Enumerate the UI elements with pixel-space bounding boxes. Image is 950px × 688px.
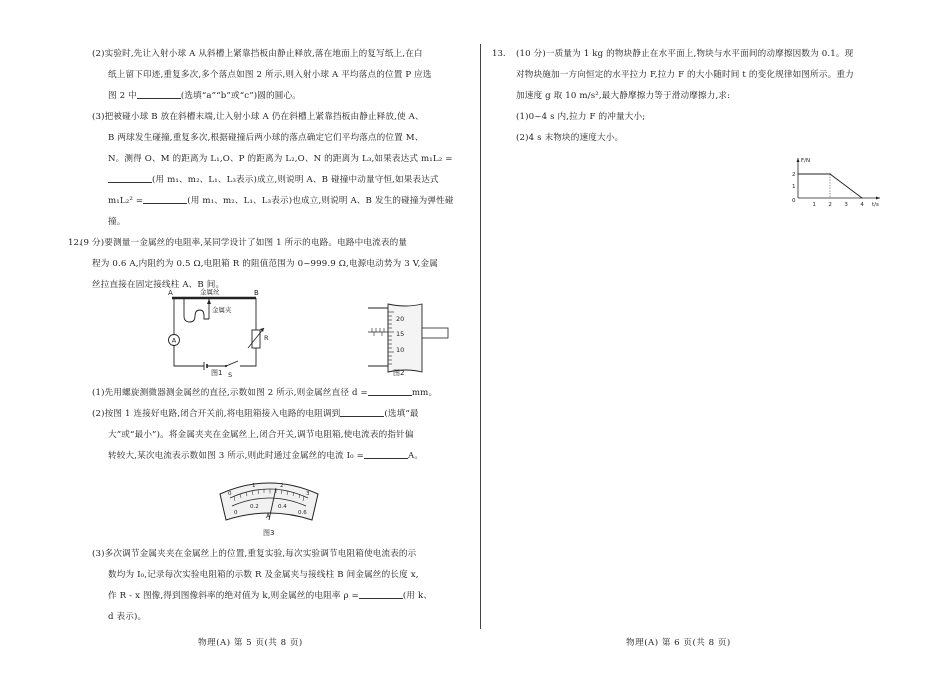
q13-line1: (10 分)一质量为 1 kg 的物块静止在水平面上,物块与水平面间的动摩擦因数为 0.1。现 <box>516 49 854 59</box>
answer-blank[interactable] <box>108 172 152 183</box>
x-tick-label-1: 1 <box>812 202 816 208</box>
label-a: A <box>168 289 173 297</box>
q11-2-line2: 纸上留下印迹,重复多次,多个落点如图 2 所示,则入射小球 A 平均落点的位置 P 应选 <box>108 70 432 80</box>
y-tick-label-1: 1 <box>792 184 796 190</box>
figure-2-micrometer <box>366 302 451 374</box>
switch-label: S <box>228 371 233 379</box>
ammeter-label: A <box>171 336 177 345</box>
micrometer-tick-20: 20 <box>396 315 405 323</box>
answer-blank[interactable] <box>368 385 412 396</box>
q13-sub2: (2)4 s 末物块的速度大小。 <box>516 133 624 143</box>
column-divider <box>480 44 481 629</box>
q12-line2: 程为 0.6 A,内阻约为 0.5 Ω,电阻箱 R 的阻值范围为 0~999.9 Ω,电源电动势为 3 V,金属 <box>92 259 439 269</box>
question-number: 12. <box>68 238 82 248</box>
force-time-graph <box>784 152 884 214</box>
q12-line1: (9 分)要测量一金属丝的电阻率,某同学设计了如图 1 所示的电路。电路中电流表的量 <box>80 238 408 248</box>
micrometer-tick-10: 10 <box>396 346 405 354</box>
q12-sub3-line1: (3)多次调节金属夹夹在金属丝上的位置,重复实验,每次实验调节电阻箱使电流表的示 <box>92 549 417 559</box>
origin-label: 0 <box>792 198 796 204</box>
y-tick-label-2: 2 <box>792 172 796 178</box>
inner-tick-0.2: 0.2 <box>250 504 259 510</box>
question-13 <box>492 44 892 149</box>
q12-sub3-line4: d 表示)。 <box>108 612 147 622</box>
q13-sub1: (1)0~4 s 内,拉力 F 的冲量大小; <box>516 112 646 122</box>
q11-3-line3: N。测得 O、M 的距离为 L₁,O、P 的距离为 L₂,O、N 的距离为 L₃,如果表达式 m₁L₂ = <box>108 154 453 164</box>
inner-tick-0.4: 0.4 <box>278 504 287 510</box>
q12-sub1: (1)先用螺旋测微器测金属丝的直径,示数如图 2 所示,则金属丝直径 d = mm。 <box>68 383 468 404</box>
q12-sub2-line2: 大”或“最小”)。将金属夹夹在金属丝上,闭合开关,调节电阻箱,使电流表的指针偏 <box>108 430 414 440</box>
q12-sub3-line3: 作 R - x 图像,得到图像斜率的绝对值为 k,则金属丝的电阻率 ρ = (用 k、 <box>68 586 468 607</box>
data-point-1 <box>829 173 830 174</box>
inner-tick-0: 0 <box>234 510 238 516</box>
figure-1-caption: 图1 <box>211 369 223 377</box>
q13-line3: 加速度 g 取 10 m/s²,最大静摩擦力等于滑动摩擦力,求: <box>516 91 731 101</box>
data-point-2 <box>861 197 862 198</box>
outer-tick-3: 3 <box>306 491 310 497</box>
page-footer-right: 物理(A) 第 6 页(共 8 页) <box>626 638 731 648</box>
figure-1-circuit <box>164 286 339 382</box>
answer-blank[interactable] <box>359 588 403 599</box>
q12-sub3-line2: 数均为 I₀,记录每次实验电阻箱的示数 R 及金属夹与接线柱 B 间金属丝的长度 x, <box>108 570 419 580</box>
outer-tick-1: 1 <box>252 483 256 489</box>
y-axis-label: F/N <box>801 158 811 164</box>
answer-blank[interactable] <box>340 406 384 417</box>
q11-3-line2: B 两球发生碰撞,重复多次,根据碰撞后两小球的落点确定它们平均落点的位置 M、 <box>108 133 424 143</box>
q11-2-line1: (2)实验时,先让入射小球 A 从斜槽上紧靠挡板由静止释放,落在地面上的复写纸上,在白 <box>92 49 423 59</box>
x-axis-label: t/s <box>872 202 879 208</box>
q12-line3: 丝拉直接在固定接线柱 A、B 间。 <box>92 280 225 290</box>
q12-sub2-line3: 转较大,某次电流表示数如图 3 所示,则此时通过金属丝的电流 I₀ = A。 <box>68 446 468 467</box>
x-tick-label-2: 2 <box>828 202 832 208</box>
q13-line2: 对物块施加一方向恒定的水平拉力 F,拉力 F 的大小随时间 t 的变化规律如图所示。重力 <box>516 70 854 80</box>
figure-3-caption: 图3 <box>263 529 275 537</box>
clip-label: 金属夹 <box>212 306 232 314</box>
page-footer-left: 物理(A) 第 5 页(共 8 页) <box>198 638 303 648</box>
answer-blank[interactable] <box>364 448 408 459</box>
q12-sub2-line1: (2)按图 1 连接好电路,闭合开关前,将电阻箱接入电路的电阻调到 (选填“最 <box>68 404 468 425</box>
answer-blank[interactable] <box>143 193 187 204</box>
figure-2-caption: 图2 <box>393 369 405 377</box>
q11-3-line5: m₁L₂² = (用 m₁、m₂、L₁、L₃表示)也成立,则说明 A、B 发生的碰撞为弹性碰撞。 <box>68 191 468 233</box>
figure-3-ammeter <box>218 476 320 528</box>
q11-3-line4: (用 m₁、m₂、L₁、L₃表示)成立,则说明 A、B 碰撞中动量守恒,如果表达式 <box>68 170 468 191</box>
outer-tick-2: 2 <box>280 483 284 489</box>
micrometer-tick-15: 15 <box>396 330 405 338</box>
resistor-label: R <box>264 334 269 342</box>
wire-label: 金属丝 <box>200 288 220 296</box>
ammeter-unit: A <box>266 513 271 520</box>
label-b: B <box>254 289 259 297</box>
answer-blank[interactable] <box>137 88 181 99</box>
outer-tick-0: 0 <box>228 491 232 497</box>
x-tick-label-4: 4 <box>860 202 864 208</box>
inner-tick-0.6: 0.6 <box>298 510 307 516</box>
data-point-0 <box>797 173 798 174</box>
question-number: 13. <box>492 49 506 59</box>
q11-3-line1: (3)把被碰小球 B 放在斜槽末端,让入射小球 A 仍在斜槽上紧靠挡板由静止释放,使 A、 <box>92 112 424 122</box>
x-tick-label-3: 3 <box>844 202 848 208</box>
q11-2-line3: 图 2 中 (选填“a”“b”或“c”)圆的圆心。 <box>68 86 468 107</box>
